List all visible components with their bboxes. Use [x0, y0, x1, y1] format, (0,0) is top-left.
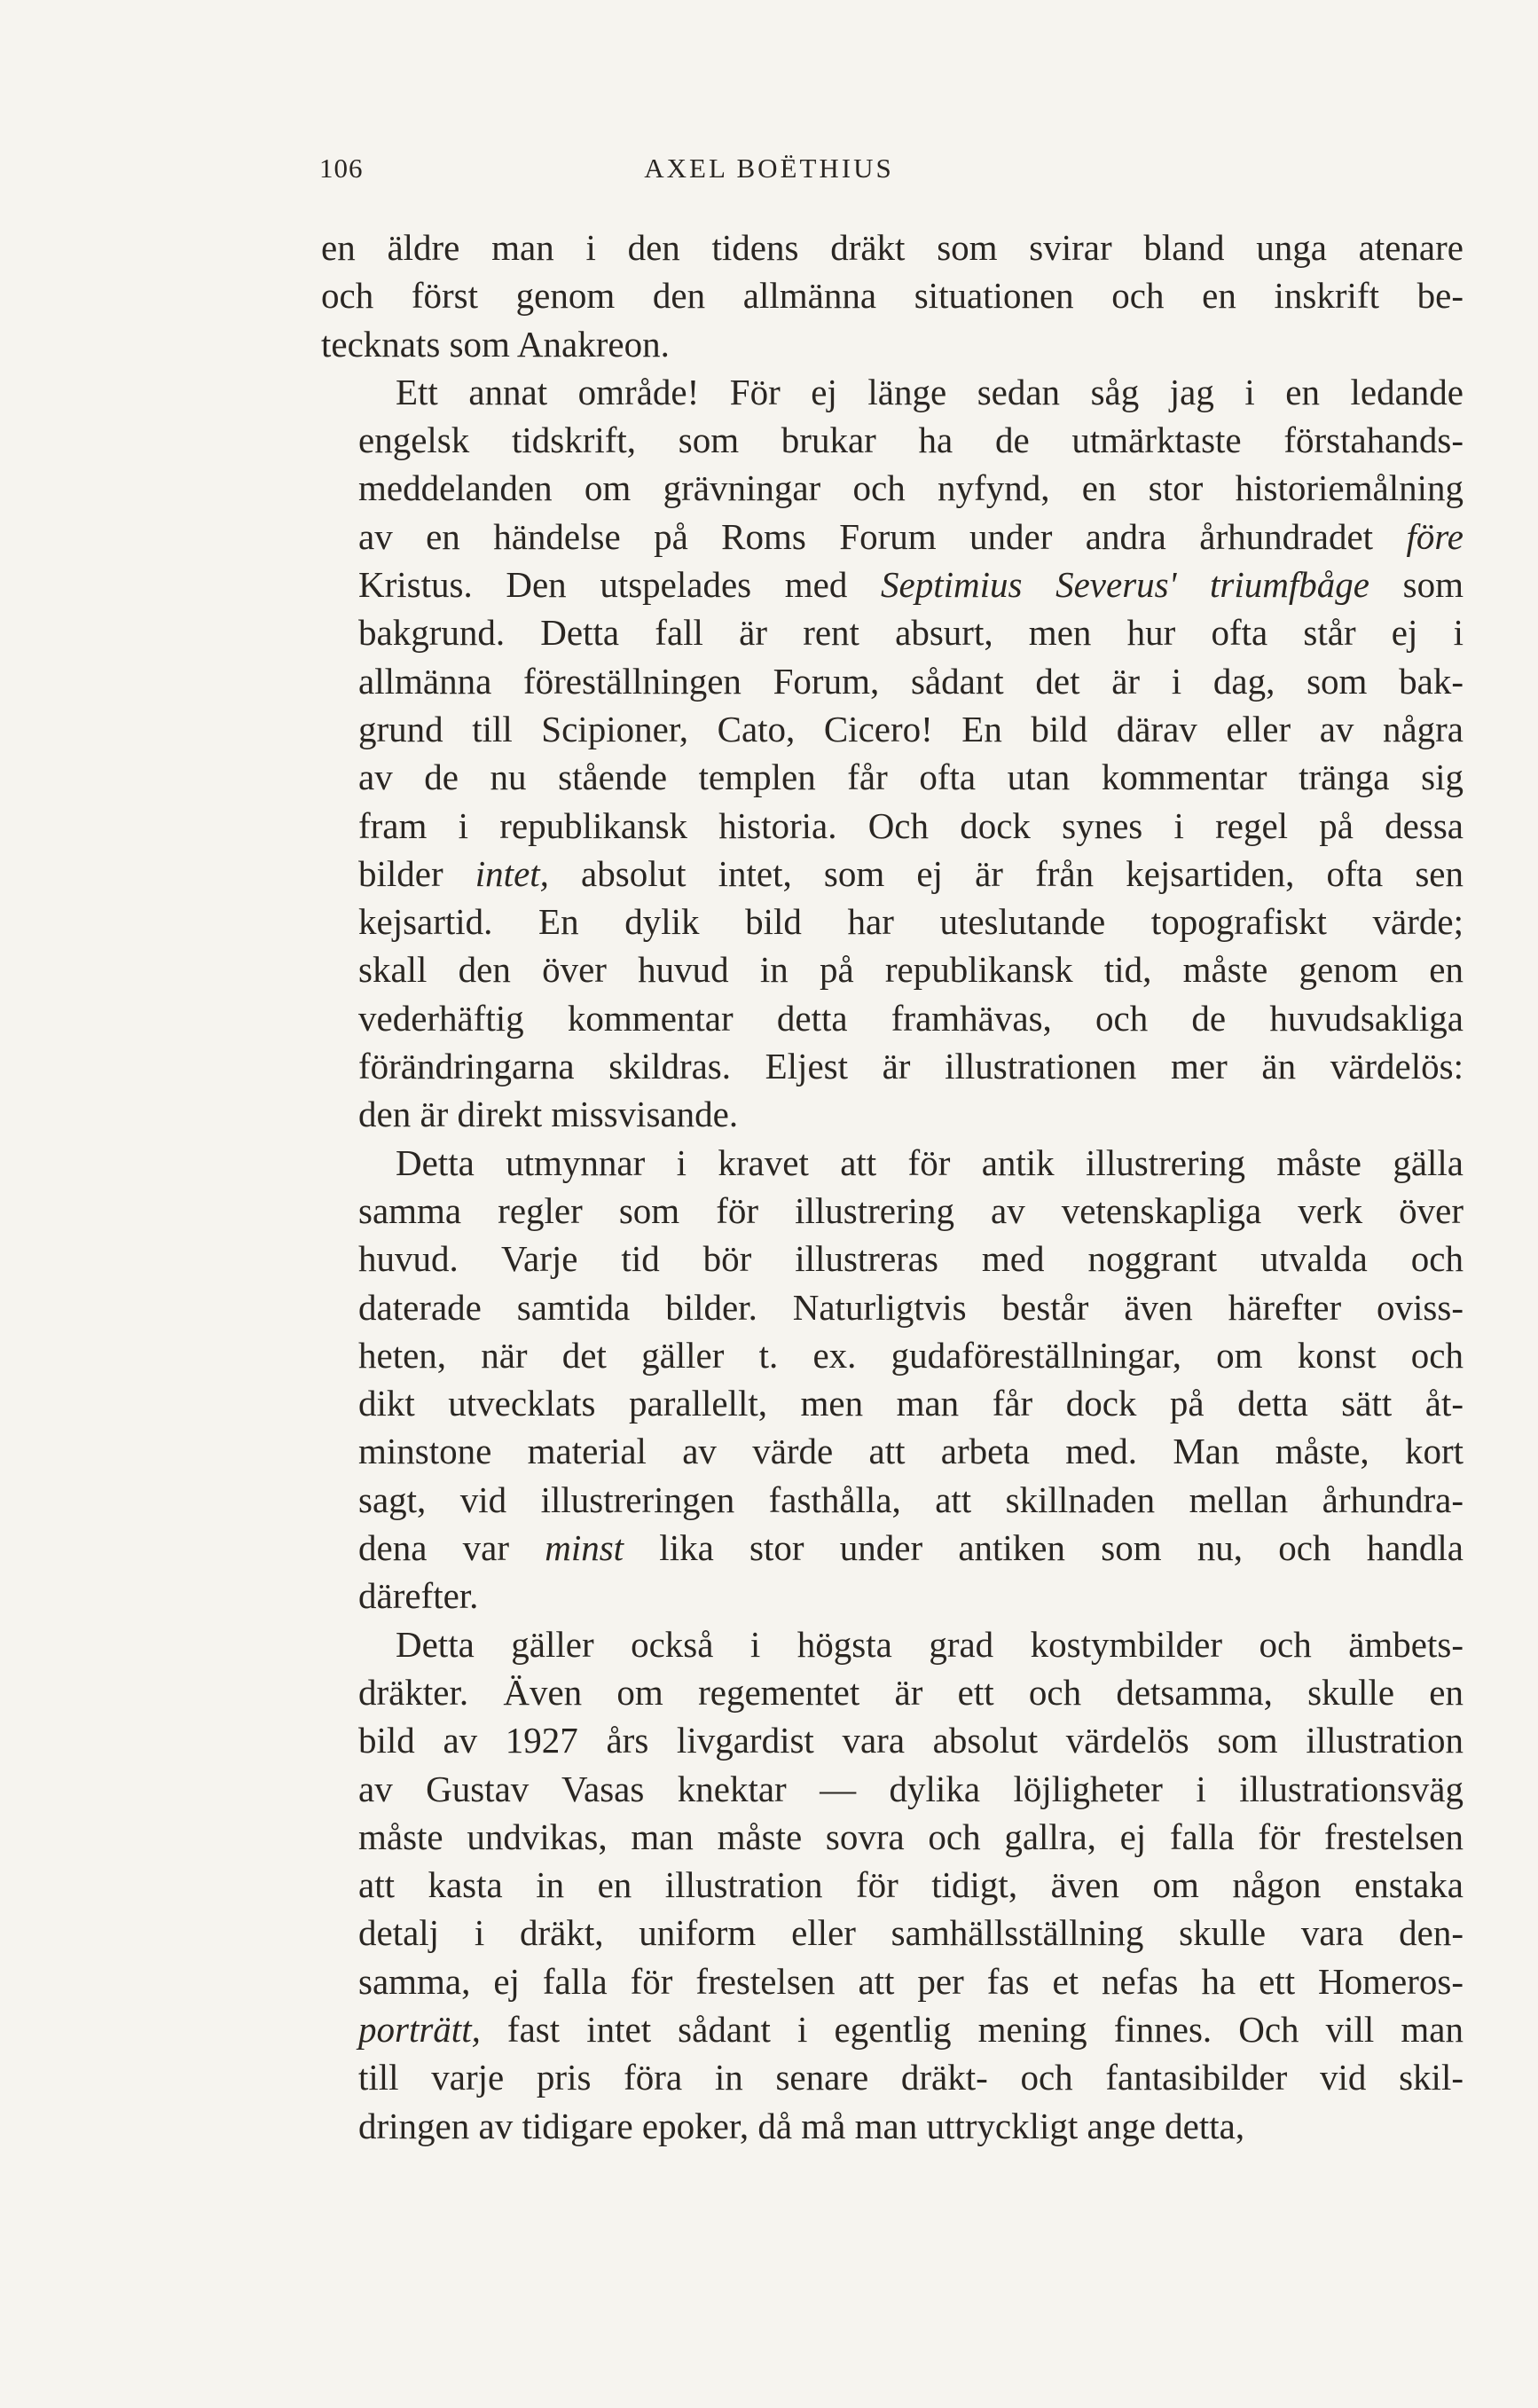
page-number: 106 [319, 153, 364, 184]
text-line: Detta gäller också i högsta grad kostymbilder och ämbets- [396, 1623, 1463, 1665]
text-line: sagt, vid illustreringen fasthålla, att skillnaden mellan århundra- [358, 1479, 1463, 1520]
text-line: förändringarna skildras. Eljest är illustrationen mer än värdelös: [358, 1046, 1463, 1087]
text-line: dringen av tidigare epoker, då må man uttryckligt ange detta, [358, 2105, 1245, 2146]
italic-text: före [1406, 515, 1463, 557]
text-line: fram i republikansk historia. Och dock synes i regel på dessa [358, 804, 1463, 846]
text-line: att kasta in en illustration för tidigt, även om någon enstaka [358, 1864, 1463, 1906]
italic-text: intet, [475, 852, 549, 894]
text-line: bakgrund. Detta fall är rent absurt, men hur ofta står ej i [358, 612, 1463, 654]
text-line: dräkter. Även om regementet är ett och detsamma, skulle en [358, 1671, 1463, 1713]
text-line: och först genom den allmänna situationen och en inskrift be- [321, 275, 1463, 317]
text-line: måste undvikas, man måste sovra och gallra, ej falla för frestelsen [358, 1816, 1463, 1857]
text-line: skall den över huvud in på republikansk tid, måste genom en [358, 949, 1463, 991]
text-line: Ett annat område! För ej länge sedan såg jag i en ledande [396, 371, 1463, 412]
paragraph [321, 368, 1463, 1139]
paragraph [321, 1139, 1463, 1620]
text-line: Kristus. Den utspelades med Septimius Severus' triumfbåge som [358, 564, 1463, 606]
body-text [321, 224, 1463, 2150]
text-line: kejsartid. En dylik bild har uteslutande topografiskt värde; [358, 901, 1463, 943]
text-line: detalj i dräkt, uniform eller samhällsställning skulle vara den- [358, 1912, 1463, 1954]
running-title: AXEL BOËTHIUS [644, 153, 894, 184]
text-line: vederhäftig kommentar detta framhävas, och de huvudsakliga [358, 997, 1463, 1039]
text-line: engelsk tidskrift, som brukar ha de utmärktaste förstahands- [358, 420, 1463, 461]
text-line: minstone material av värde att arbeta med. Man måste, kort [358, 1431, 1463, 1472]
paragraph [321, 1620, 1463, 2150]
text-line: av en händelse på Roms Forum under andra århundradet före [358, 515, 1463, 557]
text-line: Detta utmynnar i kravet att för antik illustrering måste gälla [396, 1141, 1463, 1183]
paragraph [321, 224, 1463, 368]
text-line: av Gustav Vasas knektar — dylika löjligheter i illustrationsväg [358, 1768, 1463, 1809]
text-line: bild av 1927 års livgardist vara absolut värdelös som illustration [358, 1720, 1463, 1761]
text-line: bilder intet, absolut intet, som ej är från kejsartiden, ofta sen [358, 852, 1463, 894]
italic-text: Septimius Severus' triumfbåge [881, 564, 1369, 606]
text-line: en äldre man i den tidens dräkt som svirar bland unga atenare [321, 227, 1463, 268]
text-line: daterade samtida bilder. Naturligtvis består även härefter oviss- [358, 1286, 1463, 1328]
italic-text: porträtt, [358, 2008, 481, 2050]
text-line: grund till Scipioner, Cato, Cicero! En bild därav eller av några [358, 708, 1463, 749]
text-line: heten, när det gäller t. ex. gudaföreställningar, om konst och [358, 1334, 1463, 1376]
text-line: av de nu stående templen får ofta utan kommentar tränga sig [358, 757, 1463, 798]
text-line: dikt utvecklats parallellt, men man får dock på detta sätt åt- [358, 1383, 1463, 1424]
italic-text: minst [545, 1527, 624, 1569]
text-line: samma, ej falla för frestelsen att per fas et nefas ha ett Homeros- [358, 1960, 1463, 2002]
text-line: allmänna föreställningen Forum, sådant det är i dag, som bak- [358, 660, 1463, 702]
text-line: den är direkt missvisande. [358, 1094, 739, 1135]
text-line: dena var minst lika stor under antiken som nu, och handla [358, 1527, 1464, 1569]
text-line: tecknats som Anakreon. [321, 323, 670, 365]
text-line: därefter. [358, 1575, 479, 1617]
text-line: porträtt, fast intet sådant i egentlig mening finnes. Och vill man [358, 2008, 1463, 2050]
text-line: huvud. Varje tid bör illustreras med noggrant utvalda och [358, 1238, 1463, 1280]
text-line: meddelanden om grävningar och nyfynd, en stor historiemålning [358, 467, 1463, 509]
text-line: till varje pris föra in senare dräkt- och fantasibilder vid skil- [358, 2057, 1463, 2098]
text-line: samma regler som för illustrering av vetenskapliga verk över [358, 1189, 1463, 1231]
